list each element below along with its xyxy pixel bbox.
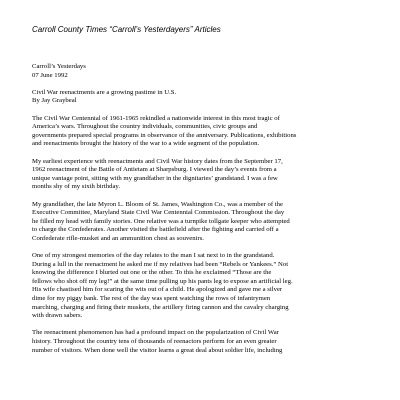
article-headline: Civil War reenactments are a growing pastime in U.S.	[32, 88, 177, 96]
article-paragraphs	[32, 115, 380, 356]
paragraph-line: with drawn sabers.	[32, 312, 83, 320]
article-byline: By Jay Graybeal	[32, 97, 77, 105]
article-date: 07 June 1992	[32, 71, 68, 79]
paragraph-line: The Civil War Centennial of 1961-1965 rekindled a nationwide interest in this most tragic of	[32, 114, 280, 122]
paragraph-line: he filled my head with family stories. One relative was a turnpike tollgate keeper who attempted	[32, 217, 290, 225]
paragraph-line: dime for my piggy bank. The rest of the day was spent watching the rows of infantrymen	[32, 295, 271, 303]
document-header: Carroll County Times “Carroll’s Yesterdayers” Articles	[32, 25, 221, 34]
paragraph-line: to charge the Confederates. Another visited the battlefield after the fighting and carried off a	[32, 226, 279, 234]
article-paragraph	[32, 252, 380, 321]
paragraph-line: During a lull in the reenactment he asked me if my relatives had been “Rebels or Yankees.” Not	[32, 260, 289, 268]
paragraph-line: fellows who shot off my leg!” at the same time pulling up his pants leg to expose an artificial leg.	[32, 277, 293, 285]
paragraph-line: The reenactment phenomenon has had a profound impact on the popularization of Civil War	[32, 329, 279, 337]
paragraph-line: His wife chastised him for scaring the wits out of a child. He apologized and gave me a silver	[32, 286, 283, 294]
article-headline-block	[32, 89, 380, 106]
paragraph-line: Executive Committee, Maryland State Civil War Centennial Commission. Throughout the day	[32, 209, 285, 217]
paragraph-line: unique vantage point, sitting with my grandfather in the dignitaries’ grandstand. I was a few	[32, 174, 278, 182]
article-paragraph	[32, 115, 380, 149]
paragraph-line: and reenactments brought the history of the war to a wide segment of the population.	[32, 140, 260, 148]
paragraph-line: One of my strongest memories of the day relates to the man I sat next to in the grandstand.	[32, 252, 275, 260]
paragraph-line: knowing the difference I blurted out one or the other. To this he exclaimed “Those are the	[32, 269, 272, 277]
paragraph-line: America’s wars. Throughout the country individuals, communities, civic groups and	[32, 123, 258, 131]
paragraph-line: My grandfather, the late Myron L. Bloom of St. James, Washington Co., was a member of the	[32, 200, 283, 208]
paragraph-line: Confederate rifle-musket and an ammunition chest as souvenirs.	[32, 234, 204, 242]
paragraph-line: My earliest experience with reenactments and Civil War history dates from the September 17,	[32, 157, 283, 165]
paragraph-line: number of visitors. When done well the visitor learns a great deal about soldier life, including	[32, 346, 283, 354]
paragraph-line: history. Throughout the country tens of thousands of reenactors perform for an even greater	[32, 338, 277, 345]
article-body	[32, 63, 380, 364]
paragraph-line: months shy of my sixth birthday.	[32, 183, 120, 191]
article-paragraph	[32, 329, 380, 355]
article-meta	[32, 63, 380, 80]
paragraph-line: 1962 reenactment of the Battle of Antietam at Sharpsburg. I viewed the day’s events from a	[32, 166, 277, 174]
article-paragraph	[32, 201, 380, 244]
column-name: Carroll’s Yesterdays	[32, 63, 86, 70]
paragraph-line: marching, charging and firing their muskets, the artillery firing cannon and the cavalry charging	[32, 303, 289, 311]
paragraph-line: governments prepared special programs in observance of the anniversary. Publications, exhibitions	[32, 131, 297, 139]
article-paragraph	[32, 158, 380, 192]
